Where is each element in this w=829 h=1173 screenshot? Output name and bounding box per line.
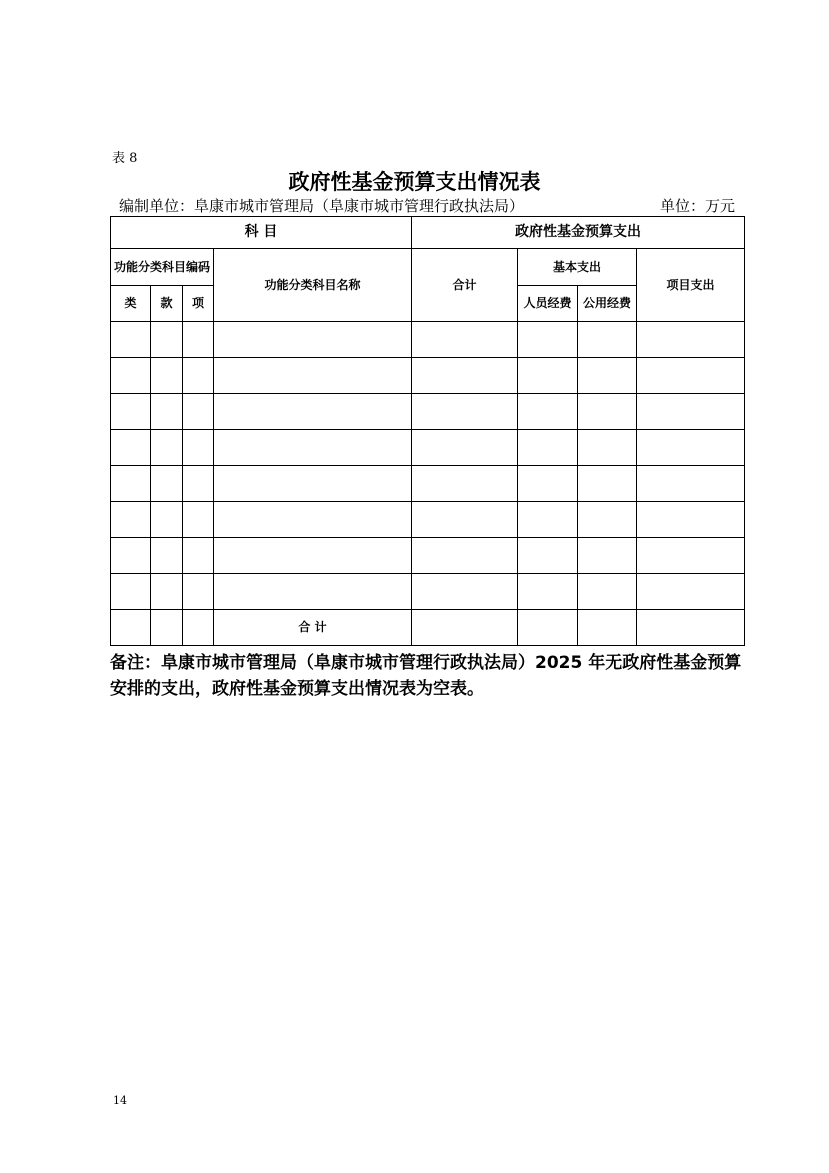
expenditure-header: 政府性基金预算支出 <box>412 217 745 249</box>
total-row-label: 合 计 <box>214 610 412 646</box>
subject-header: 科 目 <box>111 217 412 249</box>
table-number: 表 8 <box>112 151 138 166</box>
expenditure-table <box>110 216 745 646</box>
table-row <box>111 538 745 574</box>
table-row <box>111 574 745 610</box>
table-row <box>111 358 745 394</box>
col-lei: 类 <box>111 286 151 322</box>
personnel-header: 人员经费 <box>518 286 578 322</box>
col-xiang: 项 <box>183 286 214 322</box>
compiling-unit: 编制单位：阜康市城市管理局（阜康市城市管理行政执法局） <box>119 197 525 215</box>
name-header: 功能分类科目名称 <box>214 249 412 322</box>
table-row <box>111 430 745 466</box>
table-row <box>111 502 745 538</box>
project-header: 项目支出 <box>637 249 745 322</box>
total-row <box>111 610 745 646</box>
table-row <box>111 322 745 358</box>
basic-header: 基本支出 <box>518 249 637 286</box>
page-title: 政府性基金预算支出情况表 <box>288 169 541 194</box>
col-kuan: 款 <box>151 286 183 322</box>
code-header: 功能分类科目编码 <box>111 249 214 286</box>
total-header: 合计 <box>412 249 518 322</box>
public-header: 公用经费 <box>578 286 637 322</box>
page-number: 14 <box>113 1094 127 1107</box>
remark-note: 备注：阜康市城市管理局（阜康市城市管理行政执法局）2025 年无政府性基金预算安排的支出，政府性基金预算支出情况表为空表。 <box>110 653 742 699</box>
table-row <box>111 466 745 502</box>
table-row <box>111 394 745 430</box>
currency-unit: 单位：万元 <box>659 197 735 215</box>
